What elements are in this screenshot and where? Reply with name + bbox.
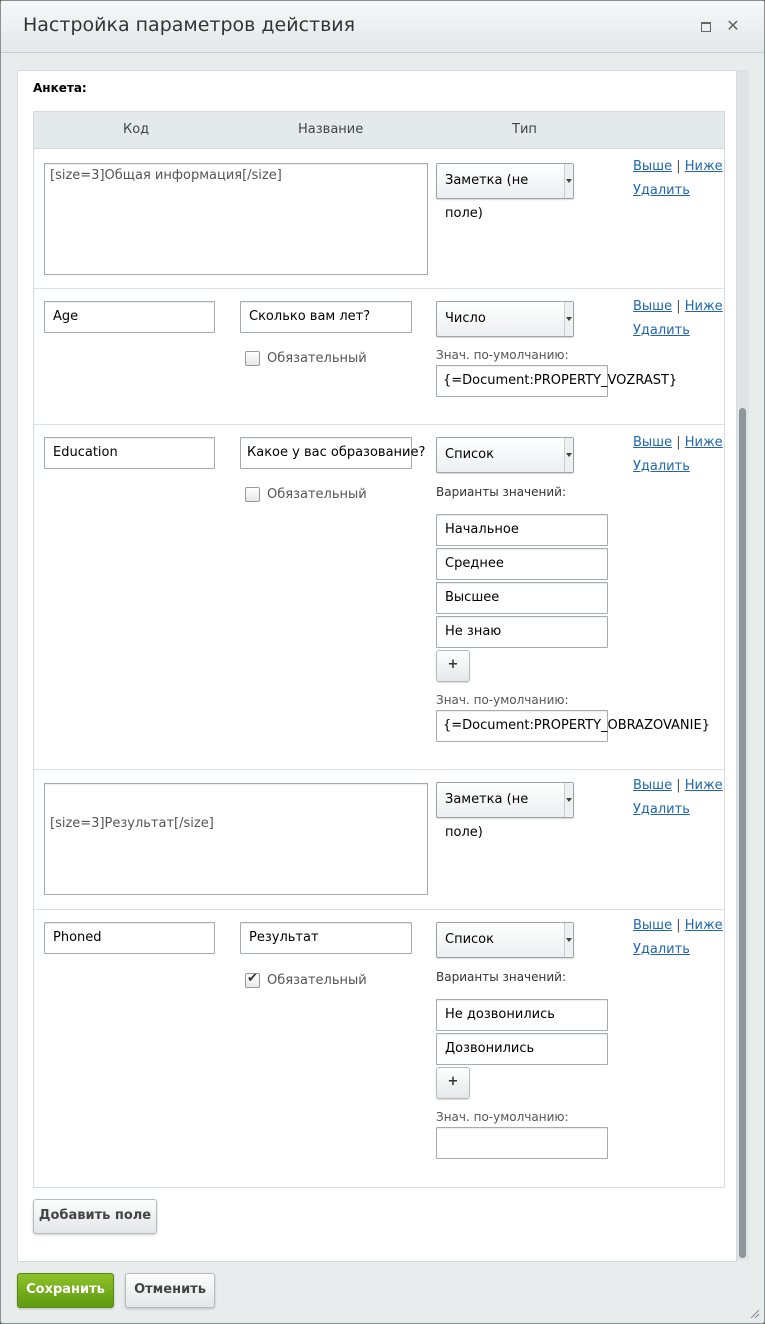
link-separator: | xyxy=(676,435,681,450)
type-select[interactable] xyxy=(436,922,574,958)
default-label: Знач. по-умолчанию: xyxy=(436,693,569,707)
move-up-link[interactable]: Выше xyxy=(633,159,673,174)
table-row xyxy=(34,425,724,770)
name-input[interactable]: Результат xyxy=(240,922,412,954)
type-select[interactable] xyxy=(436,437,574,473)
required-checkbox[interactable] xyxy=(245,973,260,988)
add-field-button[interactable]: Добавить поле xyxy=(33,1199,157,1234)
option-input[interactable]: Не дозвонились xyxy=(436,999,608,1031)
form-label: Анкета: xyxy=(33,81,87,95)
default-label: Знач. по-умолчанию: xyxy=(436,348,569,362)
link-separator: | xyxy=(676,778,681,793)
code-input[interactable]: Phoned xyxy=(44,922,215,954)
chevron-down-icon xyxy=(564,783,573,817)
table-header xyxy=(34,112,724,149)
type-select[interactable] xyxy=(436,782,574,840)
required-checkbox[interactable] xyxy=(245,487,260,502)
move-up-link[interactable]: Выше xyxy=(633,918,673,933)
col-code: Код xyxy=(123,122,150,137)
cancel-button[interactable]: Отменить xyxy=(125,1273,215,1308)
table-row xyxy=(34,910,724,1186)
code-input[interactable]: Education xyxy=(44,437,215,469)
link-separator: | xyxy=(676,299,681,314)
fields-table xyxy=(33,111,725,1188)
type-select-value: Заметка (не поле) xyxy=(445,173,529,221)
default-input[interactable]: {=Document:PROPERTY_OBRAZOVANIE} xyxy=(436,710,608,742)
move-up-link[interactable]: Выше xyxy=(633,299,673,314)
row-links xyxy=(633,159,723,198)
option-input[interactable]: Дозвонились xyxy=(436,1033,608,1065)
option-input[interactable]: Высшее xyxy=(436,582,608,614)
move-down-link[interactable]: Ниже xyxy=(684,918,723,933)
table-row xyxy=(34,289,724,425)
type-select-value: Число xyxy=(445,311,486,326)
dialog-title: Настройка параметров действия xyxy=(23,14,356,36)
row-links xyxy=(633,918,723,957)
move-down-link[interactable]: Ниже xyxy=(684,778,723,793)
chevron-down-icon xyxy=(564,438,573,472)
table-row xyxy=(34,770,724,910)
chevron-down-icon xyxy=(564,302,573,336)
note-textarea[interactable]: [size=3]Результат[/size] xyxy=(44,783,428,895)
row-links xyxy=(633,435,723,474)
option-input[interactable]: Среднее xyxy=(436,548,608,580)
vertical-scrollbar[interactable] xyxy=(737,70,749,1260)
required-label: Обязательный xyxy=(267,351,367,366)
variants-label: Варианты значений: xyxy=(436,485,567,499)
link-separator: | xyxy=(676,159,681,174)
chevron-down-icon xyxy=(564,923,573,957)
type-select[interactable] xyxy=(436,301,574,337)
type-select[interactable] xyxy=(436,163,574,221)
move-down-link[interactable]: Ниже xyxy=(684,435,723,450)
delete-link[interactable]: Удалить xyxy=(633,459,690,474)
save-button[interactable]: Сохранить xyxy=(17,1273,114,1308)
name-input[interactable]: Сколько вам лет? xyxy=(240,301,412,333)
add-option-button[interactable]: + xyxy=(436,650,470,682)
default-input[interactable] xyxy=(436,1127,608,1159)
link-separator: | xyxy=(676,918,681,933)
code-input[interactable]: Age xyxy=(44,301,215,333)
type-select-value: Список xyxy=(445,932,494,947)
type-select-value: Заметка (не поле) xyxy=(445,792,529,840)
move-down-link[interactable]: Ниже xyxy=(684,159,723,174)
col-name: Название xyxy=(298,122,364,137)
row-links xyxy=(633,299,723,338)
variants-label: Варианты значений: xyxy=(436,970,567,984)
scrollbar-thumb[interactable] xyxy=(739,408,746,1258)
delete-link[interactable]: Удалить xyxy=(633,183,690,198)
add-option-button[interactable]: + xyxy=(436,1067,470,1099)
delete-link[interactable]: Удалить xyxy=(633,802,690,817)
move-down-link[interactable]: Ниже xyxy=(684,299,723,314)
dialog-content xyxy=(17,70,737,1262)
note-textarea[interactable]: [size=3]Общая информация[/size] xyxy=(44,163,428,275)
option-input[interactable]: Начальное xyxy=(436,514,608,546)
dialog-titlebar[interactable] xyxy=(1,1,764,53)
move-up-link[interactable]: Выше xyxy=(633,435,673,450)
default-input[interactable]: {=Document:PROPERTY_VOZRAST} xyxy=(436,365,608,397)
delete-link[interactable]: Удалить xyxy=(633,323,690,338)
required-checkbox[interactable] xyxy=(245,351,260,366)
required-label: Обязательный xyxy=(267,487,367,502)
default-label: Знач. по-умолчанию: xyxy=(436,1110,569,1124)
col-type: Тип xyxy=(512,122,537,137)
delete-link[interactable]: Удалить xyxy=(633,942,690,957)
option-input[interactable]: Не знаю xyxy=(436,616,608,648)
table-row xyxy=(34,149,724,289)
close-icon[interactable]: ✕ xyxy=(726,16,740,35)
row-links xyxy=(633,778,723,817)
name-input[interactable]: Какое у вас образование? xyxy=(240,437,412,469)
resize-grip-icon[interactable] xyxy=(750,1309,760,1319)
maximize-icon[interactable] xyxy=(699,19,713,33)
move-up-link[interactable]: Выше xyxy=(633,778,673,793)
type-select-value: Список xyxy=(445,447,494,462)
required-label: Обязательный xyxy=(267,973,367,988)
chevron-down-icon xyxy=(564,164,573,198)
